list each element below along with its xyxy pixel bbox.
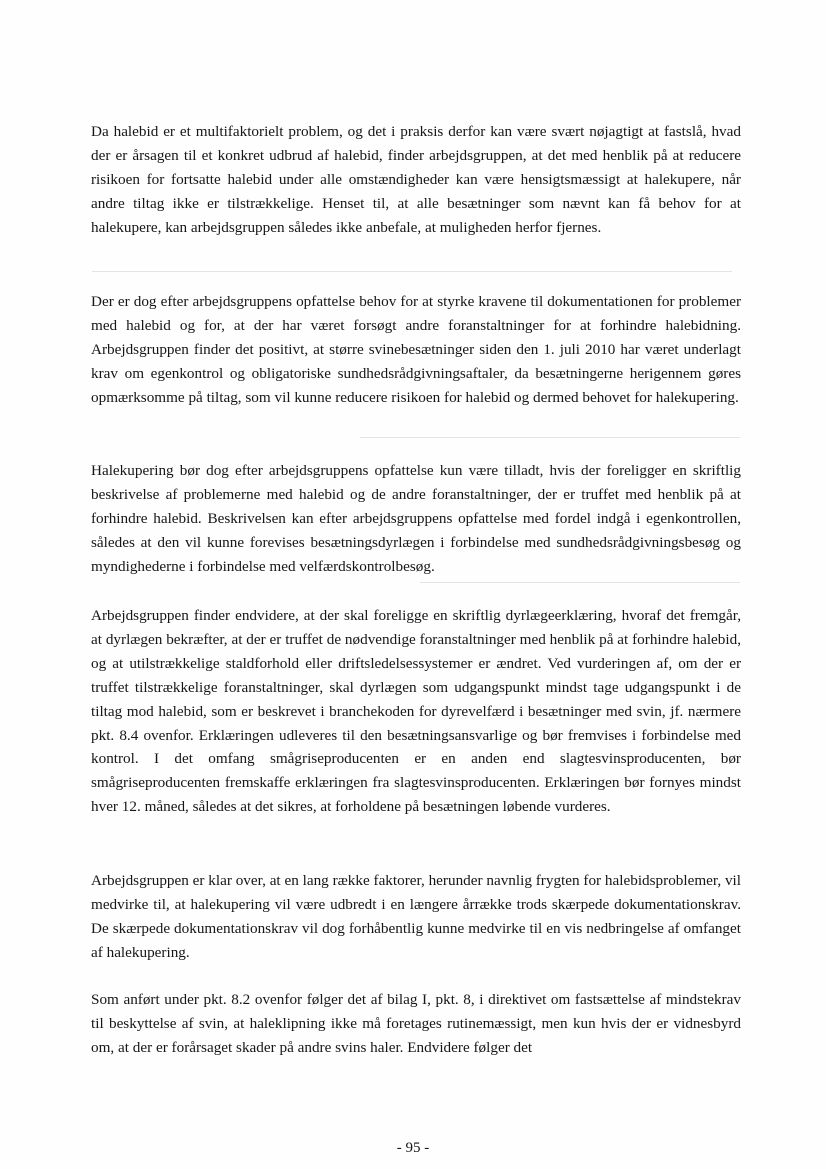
paragraph-1: Da halebid er et multifaktorielt problem, og det i praksis derfor kan være svært nøjagtigt at fastslå, hvad der er årsagen til et konkret udbrud af halebid, finder arbejdsgruppen, at det med henblik på at reducere risikoen for fortsatte halebid under alle omstændigheder kan være hensigtsmæssigt at halekupere, når andre tiltag ikke er tilstrækkelige. Henset til, at alle besætninger som nævnt kan få behov for at halekupere, kan arbejdsgruppen således ikke anbefale, at muligheden herfor fjernes. (91, 123, 741, 236)
scan-artifact (92, 271, 732, 272)
page-number: - 95 - (396, 1140, 430, 1156)
paragraph-6: Som anført under pkt. 8.2 ovenfor følger det af bilag I, pkt. 8, i direktivet om fastsættelse af mindstekrav til beskyttelse af svin, at haleklipning ikke må foretages rutinemæssigt, men kun hvis der er vidnesbyrd om, at der er forårsaget skader på andre svins haler. Endvidere følger det (91, 991, 741, 1056)
paragraph-5: Arbejdsgruppen er klar over, at en lang række faktorer, herunder navnlig frygten for halebidsproblemer, vil medvirke til, at halekupering vil være udbredt i en længere årrække trods skærpede dokumentationskrav. De skærpede dokumentationskrav vil dog forhåbentlig kunne medvirke til en vis nedbringelse af omfanget af halekupering. (91, 872, 741, 961)
scan-artifact (360, 437, 740, 438)
paragraph-3: Halekupering bør dog efter arbejdsgruppens opfattelse kun være tilladt, hvis der foreligger en skriftlig beskrivelse af problemerne med halebid og de andre foranstaltninger, der er truffet med henblik på at forhindre halebid. Beskrivelsen kan efter arbejdsgruppens opfattelse med fordel indgå i egenkontrollen, således at den vil kunne forevises besætningsdyrlægen i forbindelse med sundhedsrådgivningsbesøg og myndighederne i forbindelse med velfærdskontrolbesøg. (91, 462, 741, 575)
paragraph-4: Arbejdsgruppen finder endvidere, at der skal foreligge en skriftlig dyrlægeerklæring, hvoraf det fremgår, at dyrlægen bekræfter, at der er truffet de nødvendige foranstaltninger med henblik på at forhindre halebid, og at utilstrækkelige staldforhold eller driftsledelsessystemer er ændret. Ved vurderingen af, om der er truffet tilstrækkelige foranstaltninger, skal dyrlægen som udgangspunkt mindst tage udgangspunkt i de tiltag mod halebid, som er beskrevet i branchekoden for dyrevelfærd i besætninger med svin, jf. nærmere pkt. 8.4 ovenfor. Erklæringen udleveres til den besætningsansvarlige og bør fremvises i forbindelse med kontrol. I det omfang smågriseproducenten er en anden end slagtesvinsproducenten, bør smågriseproducenten fremskaffe erklæringen fra slagtesvinsproducenten. Erklæringen bør fornyes mindst hver 12. måned, således at det sikres, at forholdene på besætningen løbende vurderes. (91, 607, 741, 816)
scan-artifact (420, 582, 740, 583)
paragraph-2: Der er dog efter arbejdsgruppens opfattelse behov for at styrke kravene til dokumentationen for problemer med halebid og for, at der har været forsøgt andre foranstaltninger for at forhindre halebidning. Arbejdsgruppen finder det positivt, at større svinebesætninger siden den 1. juli 2010 har været underlagt krav om egenkontrol og obligatoriske sundhedsrådgivningsaftaler, da besætningerne herigennem gøres opmærksomme på tiltag, som vil kunne reducere risikoen for halebid og dermed behovet for halekupering. (91, 293, 741, 406)
